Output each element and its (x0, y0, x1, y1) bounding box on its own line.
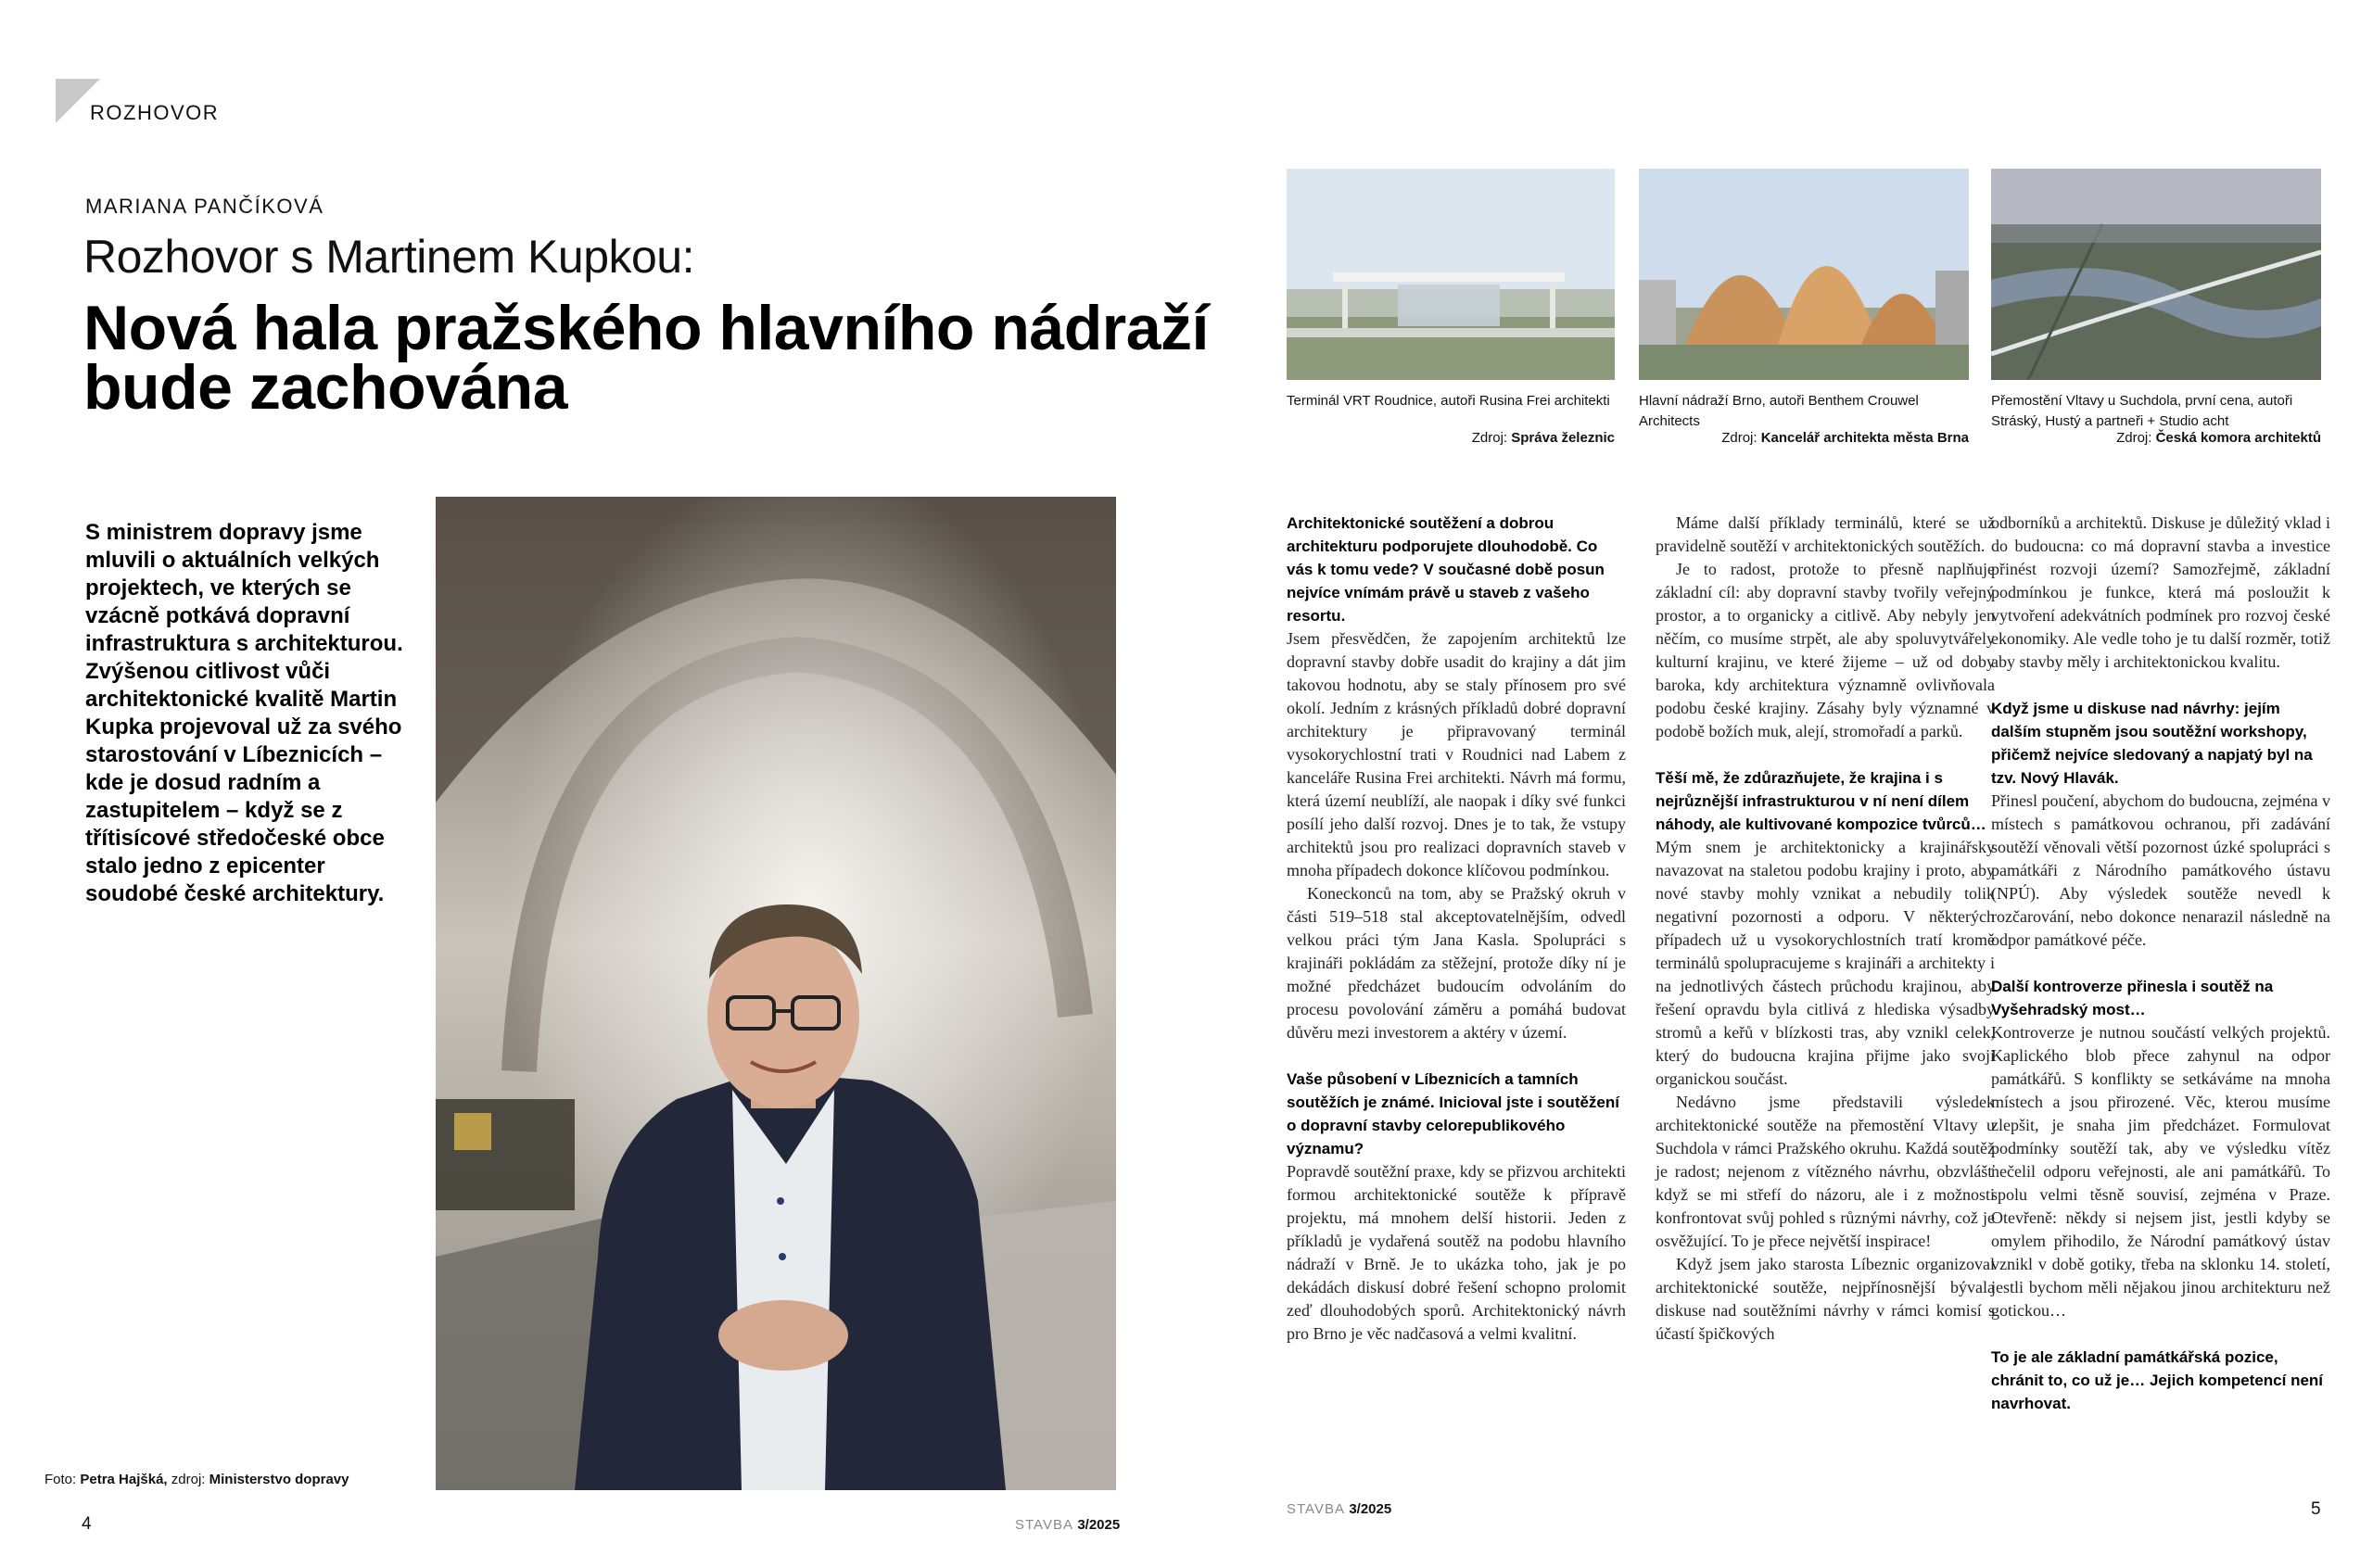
figure-source-3: Zdroj: Česká komora architektů (2116, 430, 2321, 446)
interview-answer: Mým snem je architektonicky a krajinářsky navazovat na staletou podobu krajiny i proto, aby nové stavby mohly vznikat a nebudily tolik negativní pozornosti a odporu. V některých případech už u vysokorychlostních tratí kromě terminálů spolupracujeme s krajináři a architekty i na jednotlivých částech průchodu krajinou, aby řešení opravdu byla citlivá z hlediska výsadby stromů a keřů v blízkosti tras, aby vznikl celek, který do budoucna krajina přijme jako svoji organickou součást. (1656, 838, 1995, 1088)
interview-answer: Koneckonců na tom, aby se Pražský okruh v části 519–518 stal akceptovatelnějším, odvedl velkou práci tým Jana Kasla. Spolupráci s krajináři pokládám za stěžejní, protože díky ní je možné předcházet budoucím odvoláním do procesu povolování záměru a pomáhá budovat důvěru mezi investorem a aktéry v území. (1287, 884, 1626, 1042)
photo-credit: Foto: Petra Hajšká, zdroj: Ministerstvo dopravy (44, 1472, 349, 1487)
figure-caption-2: Hlavní nádraží Brno, autoři Benthem Crouwel Architects (1639, 393, 1919, 429)
article-title: Nová hala pražského hlavního nádraží bude zachována (83, 293, 1209, 423)
interview-answer: Když jsem jako starosta Líbeznic organizoval architektonické soutěže, nejpřínosnější bývala diskuse nad soutěžními návrhy v rámci komisí s účastí špičkových (1656, 1255, 1995, 1343)
interview-answer: odborníků a architektů. Diskuse je důležitý vklad i do budoucna: co má dopravní stavba a investice přinést rozvoji území? Samozřejmě, základní podmínkou je funkce, která má posloužit k vytvoření adekvátních podmínek pro rozvoj české ekonomiky. Ale vedle toho je tu další rozměr, totiž aby stavby měly i architektonickou kvalitu. (1991, 513, 2330, 671)
section-label: ROZHOVOR (90, 101, 220, 124)
figure-image-suchdol (1991, 169, 2321, 380)
magazine-footer-right: STAVBA 3/2025 (1287, 1501, 1392, 1517)
page-number-left: 4 (82, 1514, 92, 1534)
figure-source-1: Zdroj: Správa železnic (1471, 430, 1615, 446)
text-column-2 (1656, 512, 1995, 1346)
magazine-footer-left: STAVBA 3/2025 (1015, 1517, 1121, 1533)
figure-image-roudnice (1287, 169, 1615, 380)
interview-question: Těší mě, že zdůrazňujete, že krajina i s nejrůznější infrastrukturou v ní není dílem náhody, ale kultivované kompozice tvůrců… (1656, 769, 1986, 833)
text-column-3 (1991, 512, 2330, 1415)
interview-question: Vaše působení v Líbeznicích a tamních soutěžích je známé. Inicioval jste i soutěžení o dopravní stavby celorepublikového významu? (1287, 1070, 1619, 1157)
interview-question: To je ale základní památkářská pozice, chránit to, co už je… Jejich kompetencí není navrhovat. (1991, 1348, 2324, 1412)
article-subtitle: Rozhovor s Martinem Kupkou: (83, 231, 695, 283)
author-name: MARIANA PANČÍKOVÁ (85, 195, 324, 218)
figure-image-brno (1639, 169, 1969, 380)
text-column-1 (1287, 512, 1626, 1346)
interview-question: Architektonické soutěžení a dobrou architekturu podporujete dlouhodobě. Co vás k tomu vede? V současné době posun nejvíce vnímám právě u staveb z vašeho resortu. (1287, 514, 1605, 625)
interview-answer: Přinesl poučení, abychom do budoucna, zejména v místech s památkovou ochranou, při zadávání soutěží věnovali větší pozornost úzké spolupráci s památkáři z Národního památkového ústavu (NPÚ). Aby výsledek soutěže nevedl k rozčarování, nebo dokonce nenarazil následně na odpor památkové péče. (1991, 791, 2330, 949)
interview-answer: Jsem přesvědčen, že zapojením architektů lze dopravní stavby dobře usadit do krajiny a dát jim takovou hodnotu, aby se staly přínosem pro své okolí. Jedním z krásných příkladů dobré dopravní architektury je připravovaný terminál vysokorychlostní trati v Roudnici nad Labem z kanceláře Rusina Frei architekti. Návrh má formu, která území neublíží, ale naopak i díky své funkci posílí jeho další rozvoj. Dnes je to tak, že vstupy architektů jsou pro realizaci dopravních staveb v mnoha případech dokonce klíčovou podmínkou. (1287, 629, 1626, 879)
interview-question: Další kontroverze přinesla i soutěž na Vyšehradský most… (1991, 978, 2274, 1018)
interview-answer: Nedávno jsme představili výsledek architektonické soutěže na přemostění Vltavy u Suchdola v rámci Pražského okruhu. Každá soutěž je radost; nejenom z vítězného návrhu, obzvlášť když se mi střefí do názoru, ale i z možnosti konfrontovat svůj pohled s různými návrhy, což je osvěžující. To je přece největší inspirace! (1656, 1093, 1995, 1250)
interview-answer: Popravdě soutěžní praxe, kdy se přizvou architekti formou architektonické soutěže k přípravě projektu, má mnohem delší historii. Jeden z příkladů je vydařená soutěž na podobu hlavního nádraží v Brně. Je to ukázka toho, jak je po dekádách diskusí dobré řešení schopno prolomit zeď dlouhodobých sporů. Architektonický návrh pro Brno je věc nadčasová a velmi kvalitní. (1287, 1162, 1626, 1343)
page-number-right: 5 (2311, 1499, 2321, 1519)
figure-caption-3: Přemostění Vltavy u Suchdola, první cena, autoři Stráský, Hustý a partneři + Studio acht (1991, 393, 2293, 429)
interview-answer: Kontroverze je nutnou součástí velkých projektů. Kaplického blob přece zahynul na odpor památkářů. S konflikty se setkáváme na mnoha místech a jsou přirozené. Věc, kterou musíme zlepšit, je snaha jim předcházet. Formulovat podmínky soutěží tak, aby ve výsledku vítěz nečelil odporu veřejnosti, ale ani památkářů. To spolu velmi těsně souvisí, zejména v Praze. Otevřeně: někdy si nejsem jist, jestli kdyby se omylem přihodilo, že Národní památkový ústav vznikl v době gotiky, třeba na sklonku 14. století, jestli bychom měli nějakou jinou architekturu než gotickou… (1991, 1023, 2330, 1320)
interview-question: Když jsme u diskuse nad návrhy: jejím dalším stupněm jsou soutěžní workshopy, přičemž nejvíce sledovaný a napjatý byl na tzv. Nový Hlavák. (1991, 700, 2313, 787)
interview-answer: Máme další příklady terminálů, které se už pravidelně soutěží v architektonických soutěžích. (1656, 513, 1995, 555)
lead-paragraph: S ministrem dopravy jsme mluvili o aktuálních velkých projektech, ve kterých se vzácně potkává dopravní infrastruktura s architekturou. Zvýšenou citlivost vůči architektonické kvalitě Martin Kupka projevoval už za svého starostování v Líbeznicích – kde je dosud radním a zastupitelem – když se z třítisícové středočeské obce stalo jedno z epicenter soudobé české architektury. (85, 520, 403, 906)
figure-caption-1: Terminál VRT Roudnice, autoři Rusina Frei architekti (1287, 393, 1610, 409)
interview-answer: Je to radost, protože to přesně naplňuje základní cíl: aby dopravní stavby tvořily veřejný prostor, a to organicky a citlivě. Aby nebyly jen něčím, co musíme strpět, ale aby spoluvytvářely kulturní krajinu, ve které žijeme – už od doby baroka, kdy architektura významně ovlivňovala podobu české krajiny. Zásahy byly významné v podobě božích muk, alejí, stromořadí a parků. (1656, 560, 1995, 740)
figure-source-2: Zdroj: Kancelář architekta města Brna (1721, 430, 1969, 446)
portrait-photo (436, 497, 1116, 1490)
